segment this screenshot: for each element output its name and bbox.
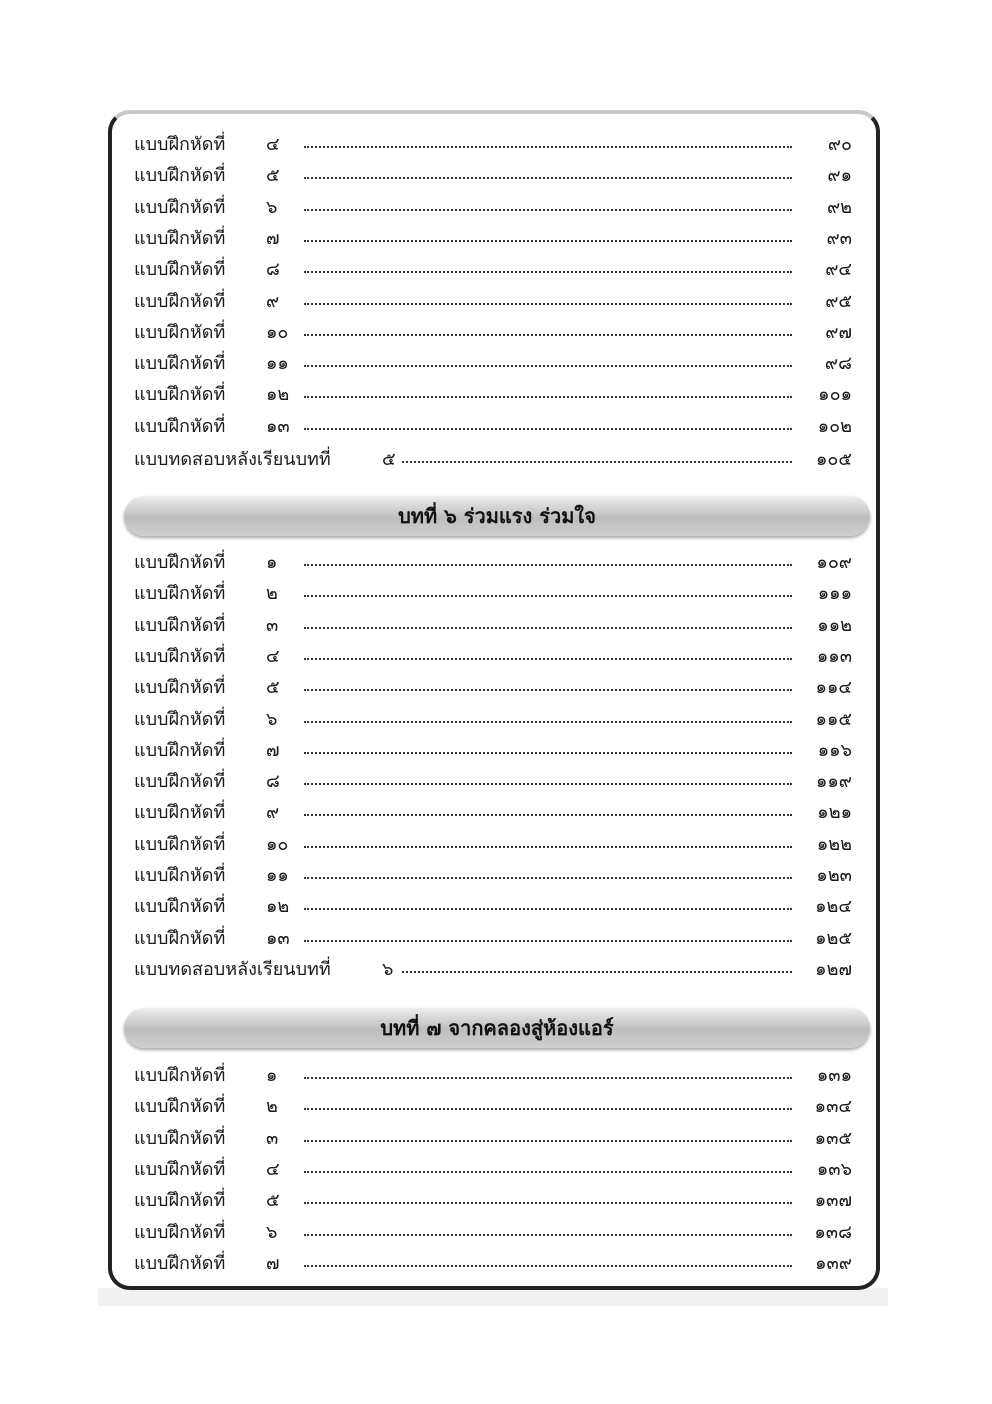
toc-entry[interactable]: [134, 130, 852, 160]
exercise-number: ๑๐: [266, 833, 289, 855]
dot-leader: [304, 1108, 792, 1110]
page-number: ๑๑๙: [815, 771, 852, 793]
toc-entry[interactable]: [134, 611, 852, 641]
dot-leader: [304, 1171, 792, 1173]
exercise-label: แบบฝึกหัดที่: [134, 196, 226, 218]
toc-entry[interactable]: [134, 798, 852, 828]
exercise-label: แบบฝึกหัดที่: [134, 134, 226, 155]
page-number: ๙๘: [824, 353, 852, 375]
exam-label: แบบทดสอบหลังเรียนบทที่: [134, 958, 331, 980]
exercise-number: ๖: [266, 708, 278, 730]
page-number: ๑๑๔: [815, 677, 852, 699]
exercise-number: ๑: [266, 552, 278, 573]
chapter-number: ๕: [382, 449, 396, 470]
page-number: ๑๐๙: [816, 552, 852, 573]
exercise-number: ๗: [266, 227, 280, 249]
toc-entry[interactable]: [134, 892, 852, 922]
toc-entry[interactable]: [134, 1061, 852, 1091]
exercise-number: ๔: [266, 645, 280, 667]
exercise-number: ๑๓: [266, 927, 290, 949]
toc-entry[interactable]: [134, 767, 852, 797]
exercise-number: ๑๓: [266, 415, 290, 437]
exercise-label: แบบฝึกหัดที่: [134, 645, 226, 667]
exercise-label: แบบฝึกหัดที่: [134, 227, 226, 249]
page-number: ๑๑๒: [817, 614, 852, 636]
exercise-number: ๕: [266, 1190, 280, 1212]
toc-entry[interactable]: [134, 642, 852, 672]
exercise-number: ๘: [266, 771, 280, 793]
page-number: ๙๑: [827, 165, 852, 187]
toc-entry[interactable]: [134, 318, 852, 348]
page-shadow: [98, 1288, 888, 1306]
toc-entry[interactable]: [134, 287, 852, 317]
dot-leader: [304, 689, 792, 691]
toc-entry[interactable]: [134, 736, 852, 766]
exercise-number: ๕: [266, 677, 280, 699]
exercise-number: ๓: [266, 1127, 279, 1149]
page-number: ๙๒: [826, 196, 852, 218]
exercise-label: แบบฝึกหัดที่: [134, 708, 226, 730]
dot-leader: [304, 627, 792, 629]
toc-entry[interactable]: [134, 255, 852, 285]
toc-entry[interactable]: [134, 830, 852, 860]
exercise-number: ๙: [266, 802, 280, 824]
page-number: ๑๓๑: [816, 1065, 852, 1086]
page-number: ๑๓๖: [816, 1158, 852, 1180]
page-number: ๑๓๕: [814, 1127, 852, 1149]
page-number: ๑๒๗: [815, 958, 852, 980]
exam-entry[interactable]: [134, 955, 852, 985]
chapter-6-banner: [124, 496, 870, 536]
page-number: ๑๒๔: [815, 896, 852, 918]
dot-leader: [402, 461, 792, 463]
page-number: ๑๑๕: [815, 708, 852, 730]
exercise-label: แบบฝึกหัดที่: [134, 614, 226, 636]
exercise-label: แบบฝึกหัดที่: [134, 1190, 226, 1212]
exercise-label: แบบฝึกหัดที่: [134, 1221, 226, 1243]
dot-leader: [304, 1202, 792, 1204]
toc-entry[interactable]: [134, 1124, 852, 1154]
page-number: ๙๗: [825, 321, 852, 343]
toc-entry[interactable]: [134, 193, 852, 223]
exercise-label: แบบฝึกหัดที่: [134, 1065, 226, 1086]
page-number: ๑๒๒: [816, 833, 852, 855]
chapter-number: ๖: [382, 958, 394, 980]
page-number: ๑๑๓: [816, 645, 852, 667]
exercise-number: ๖: [266, 1221, 278, 1243]
dot-leader: [304, 1140, 792, 1142]
toc-entry[interactable]: [134, 380, 852, 410]
page-number: ๑๐๑: [818, 384, 852, 406]
exercise-label: แบบฝึกหัดที่: [134, 771, 226, 793]
dot-leader: [304, 177, 792, 179]
exam-label: แบบทดสอบหลังเรียนบทที่: [134, 449, 331, 470]
page-number: ๙๐: [827, 134, 852, 155]
page-number: ๑๓๗: [814, 1190, 852, 1212]
exercise-label: แบบฝึกหัดที่: [134, 384, 226, 406]
toc-entry[interactable]: [134, 161, 852, 191]
exam-entry[interactable]: [134, 445, 852, 475]
exercise-number: ๑๒: [266, 896, 290, 918]
toc-entry[interactable]: [134, 412, 852, 442]
dot-leader: [304, 814, 792, 816]
page-number: ๑๓๘: [814, 1221, 852, 1243]
page-number: ๑๐๒: [817, 415, 852, 437]
dot-leader: [304, 396, 792, 398]
toc-entry[interactable]: [134, 861, 852, 891]
toc-entry[interactable]: [134, 349, 852, 379]
exercise-number: ๓: [266, 614, 279, 636]
exercise-label: แบบฝึกหัดที่: [134, 1096, 226, 1118]
chapter-7-title: บทที่ ๗ จากคลองสู่ห้องแอร์: [380, 1016, 614, 1040]
exercise-label: แบบฝึกหัดที่: [134, 290, 226, 312]
dot-leader: [304, 1265, 792, 1267]
exercise-label: แบบฝึกหัดที่: [134, 802, 226, 824]
exercise-label: แบบฝึกหัดที่: [134, 739, 226, 761]
exercise-label: แบบฝึกหัดที่: [134, 1127, 226, 1149]
toc-entry[interactable]: [134, 224, 852, 254]
dot-leader: [304, 783, 792, 785]
exercise-label: แบบฝึกหัดที่: [134, 259, 226, 281]
dot-leader: [304, 303, 792, 305]
exercise-number: ๑๑: [266, 865, 289, 886]
toc-entry[interactable]: [134, 1249, 852, 1279]
page-number: ๑๑๖: [817, 739, 852, 761]
dot-leader: [304, 877, 792, 879]
exercise-label: แบบฝึกหัดที่: [134, 927, 226, 949]
dot-leader: [304, 1077, 792, 1079]
toc-entry[interactable]: [134, 924, 852, 954]
exercise-label: แบบฝึกหัดที่: [134, 165, 226, 187]
exercise-number: ๔: [266, 134, 280, 155]
exercise-label: แบบฝึกหัดที่: [134, 321, 226, 343]
dot-leader: [304, 721, 792, 723]
page-number: ๙๕: [825, 290, 852, 312]
exercise-label: แบบฝึกหัดที่: [134, 865, 226, 886]
dot-leader: [304, 658, 792, 660]
exercise-number: ๗: [266, 739, 280, 761]
page-number: ๑๑๑: [817, 583, 852, 605]
dot-leader: [304, 595, 792, 597]
dot-leader: [304, 146, 792, 148]
dot-leader: [304, 365, 792, 367]
exercise-number: ๖: [266, 196, 278, 218]
toc-entry[interactable]: [134, 579, 852, 609]
dot-leader: [304, 271, 792, 273]
exercise-label: แบบฝึกหัดที่: [134, 415, 226, 437]
page-number: ๑๒๑: [817, 802, 852, 824]
exercise-label: แบบฝึกหัดที่: [134, 677, 226, 699]
dot-leader: [304, 240, 792, 242]
toc-entry[interactable]: [134, 705, 852, 735]
exercise-label: แบบฝึกหัดที่: [134, 1252, 226, 1274]
dot-leader: [304, 940, 792, 942]
dot-leader: [304, 846, 792, 848]
chapter-7-banner: [124, 1008, 870, 1048]
page-number: ๑๐๕: [815, 449, 852, 470]
page-number: ๙๓: [826, 227, 852, 249]
chapter-6-title: บทที่ ๖ ร่วมแรง ร่วมใจ: [398, 504, 596, 528]
exercise-number: ๑๒: [266, 384, 290, 406]
exercise-number: ๙: [266, 290, 280, 312]
dot-leader: [304, 752, 792, 754]
toc-entry[interactable]: [134, 1186, 852, 1216]
exercise-number: ๑๑: [266, 353, 289, 375]
toc-entry[interactable]: [134, 1218, 852, 1248]
exercise-label: แบบฝึกหัดที่: [134, 552, 226, 573]
exercise-number: ๕: [266, 165, 280, 187]
toc-entry[interactable]: [134, 1092, 852, 1122]
exercise-label: แบบฝึกหัดที่: [134, 583, 226, 605]
dot-leader: [304, 428, 792, 430]
page-number: ๑๓๔: [814, 1096, 852, 1118]
page-number: ๑๒๓: [816, 865, 852, 886]
dot-leader: [402, 971, 792, 973]
dot-leader: [304, 209, 792, 211]
exercise-label: แบบฝึกหัดที่: [134, 1158, 226, 1180]
exercise-number: ๒: [266, 583, 278, 605]
toc-entry[interactable]: [134, 673, 852, 703]
toc-entry[interactable]: [134, 1155, 852, 1185]
page-number: ๑๒๕: [815, 927, 852, 949]
exercise-label: แบบฝึกหัดที่: [134, 896, 226, 918]
exercise-number: ๔: [266, 1158, 280, 1180]
dot-leader: [304, 564, 792, 566]
exercise-number: ๘: [266, 259, 280, 281]
exercise-number: ๑๐: [266, 321, 289, 343]
page-number: ๙๔: [825, 259, 852, 281]
exercise-number: ๗: [266, 1252, 280, 1274]
page-number: ๑๓๙: [815, 1252, 852, 1274]
dot-leader: [304, 1234, 792, 1236]
exercise-number: ๑: [266, 1065, 278, 1086]
exercise-label: แบบฝึกหัดที่: [134, 353, 226, 375]
toc-entry[interactable]: [134, 548, 852, 578]
dot-leader: [304, 334, 792, 336]
dot-leader: [304, 908, 792, 910]
exercise-number: ๒: [266, 1096, 278, 1118]
exercise-label: แบบฝึกหัดที่: [134, 833, 226, 855]
